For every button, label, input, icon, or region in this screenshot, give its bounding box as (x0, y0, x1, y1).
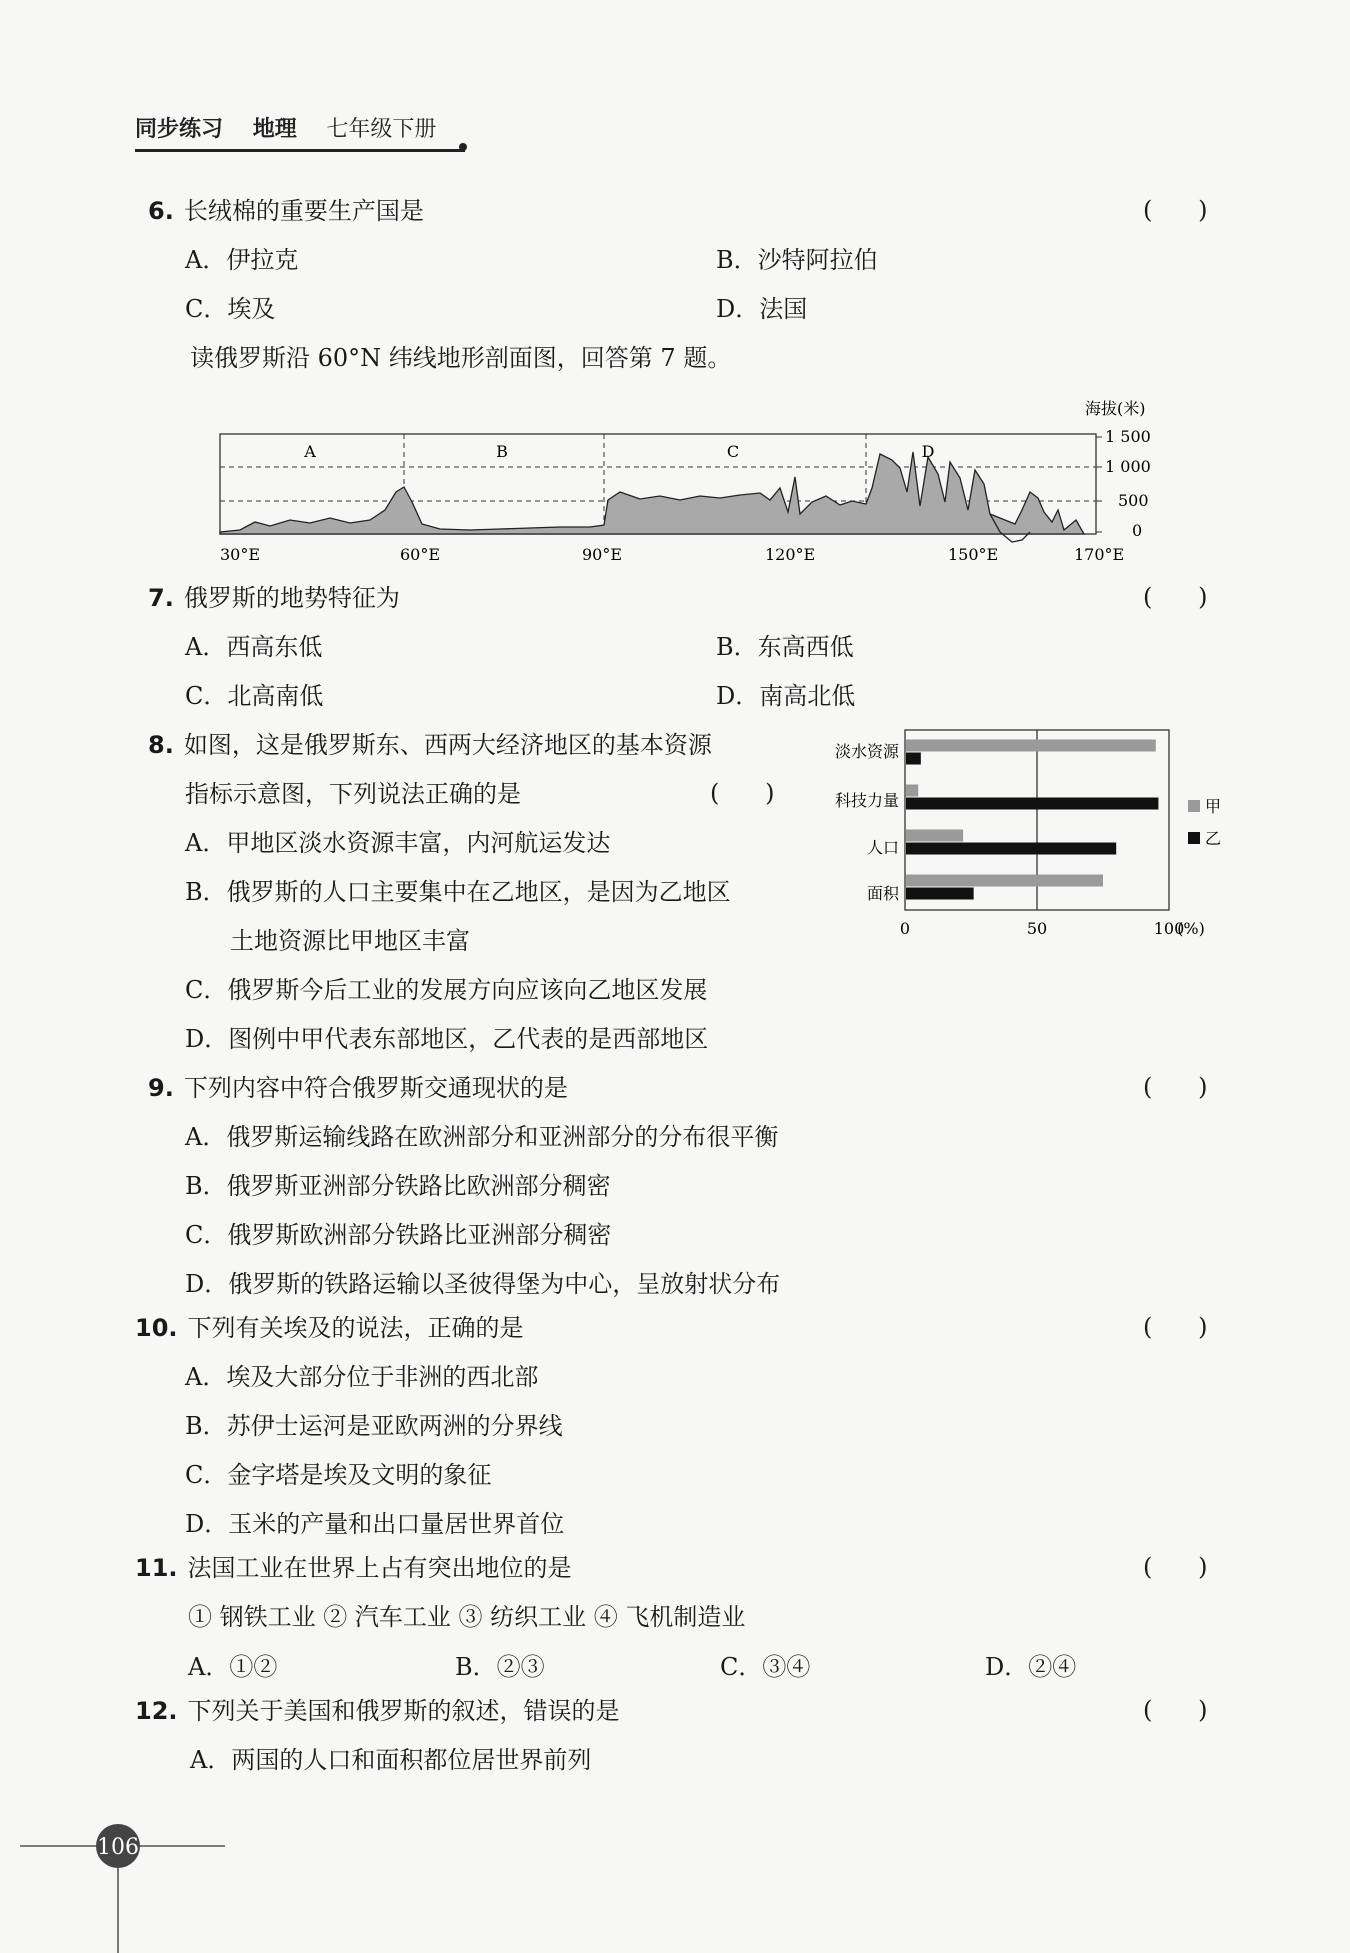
question-11-stem (135, 1553, 572, 1583)
question-10-stem (135, 1313, 524, 1343)
question-10-option-a[interactable]: A．埃及大部分位于非洲的西北部 (185, 1363, 539, 1391)
profile-region-d: D (921, 442, 935, 461)
question-9-number: 9. (148, 1074, 174, 1102)
question-8-option-b-cont: 土地资源比甲地区丰富 (230, 927, 470, 955)
profile-xtick-150e: 150°E (948, 545, 999, 564)
profile-ytick-label-0: 0 (1132, 521, 1143, 540)
profile-ytick-label-1000: 1 000 (1105, 457, 1151, 476)
question-8-number: 8. (148, 731, 174, 759)
page-header (135, 112, 465, 152)
question-10-number: 10. (135, 1314, 178, 1342)
question-12-text: 下列关于美国和俄罗斯的叙述，错误的是 (187, 1697, 620, 1725)
bar-jia-0 (906, 740, 1156, 752)
question-10-option-b[interactable]: B．苏伊士运河是亚欧两洲的分界线 (185, 1412, 563, 1440)
question-6-option-d[interactable]: D．法国 (716, 295, 808, 323)
profile-xtick-30e: 30°E (220, 545, 261, 564)
profile-xtick-60e: 60°E (400, 545, 441, 564)
profile-ytick-label-1500: 1 500 (1105, 427, 1151, 446)
question-10-option-d[interactable]: D．玉米的产量和出口量居世界首位 (185, 1510, 565, 1538)
question-6-number: 6. (148, 197, 174, 225)
question-8-option-c[interactable]: C．俄罗斯今后工业的发展方向应该向乙地区发展 (185, 976, 708, 1004)
question-7-option-c[interactable]: C．北高南低 (185, 682, 324, 710)
page-number-badge (0, 1820, 240, 1953)
question-12-number: 12. (135, 1697, 178, 1725)
bar-jia-1 (906, 785, 918, 797)
bar-jia-3 (906, 875, 1103, 887)
bar-category-label-freshwater: 淡水资源 (834, 742, 899, 761)
header-rule-dot (459, 143, 467, 151)
question-6-option-b[interactable]: B．沙特阿拉伯 (716, 246, 878, 274)
question-9-option-c[interactable]: C．俄罗斯欧洲部分铁路比亚洲部分稠密 (185, 1221, 612, 1249)
question-8-option-a[interactable]: A．甲地区淡水资源丰富，内河航运发达 (185, 829, 611, 857)
question-8-option-b[interactable]: B．俄罗斯的人口主要集中在乙地区，是因为乙地区 (185, 878, 731, 906)
question-11-number: 11. (135, 1554, 178, 1582)
question-6-option-c[interactable]: C．埃及 (185, 295, 276, 323)
profile-xtick-170e: 170°E (1074, 545, 1125, 564)
header-series: 同步练习 (135, 117, 224, 142)
question-6-text: 长绒棉的重要生产国是 (183, 197, 424, 225)
question-6-answer-blank[interactable]: ( ) (1143, 196, 1208, 224)
question-11-option-a[interactable]: A．①② (188, 1653, 278, 1681)
question-7-stem (148, 583, 400, 613)
question-7-option-b[interactable]: B．东高西低 (716, 633, 854, 661)
profile-xtick-120e: 120°E (765, 545, 816, 564)
bar-yi-0 (906, 753, 921, 765)
question-8-stem-line-1 (148, 730, 712, 760)
question-6-option-a[interactable]: A．伊拉克 (185, 246, 299, 274)
question-7-number: 7. (148, 584, 174, 612)
profile-region-c: C (726, 442, 740, 461)
bar-yi-2 (906, 843, 1116, 855)
question-11-items: ① 钢铁工业 ② 汽车工业 ③ 纺织工业 ④ 飞机制造业 (188, 1603, 746, 1631)
profile-region-b: B (496, 442, 508, 461)
question-11-text: 法国工业在世界上占有突出地位的是 (187, 1554, 572, 1582)
question-9-option-a[interactable]: A．俄罗斯运输线路在欧洲部分和亚洲部分的分布很平衡 (185, 1123, 779, 1151)
question-7-answer-blank[interactable]: ( ) (1143, 583, 1208, 611)
bar-xtick-100: 100 (1153, 919, 1185, 938)
profile-xtick-90e: 90°E (582, 545, 623, 564)
question-7-option-a[interactable]: A．西高东低 (185, 633, 323, 661)
question-8-stem-line-2: 指标示意图，下列说法正确的是 (185, 780, 521, 808)
question-10-text: 下列有关埃及的说法，正确的是 (187, 1314, 524, 1342)
question-11-option-c[interactable]: C．③④ (720, 1653, 811, 1681)
header-grade: 七年级下册 (326, 117, 437, 142)
legend-label-jia: 甲 (1205, 797, 1222, 816)
question-10-option-c[interactable]: C．金字塔是埃及文明的象征 (185, 1461, 492, 1489)
legend-label-yi: 乙 (1205, 829, 1222, 848)
bar-category-label-population: 人口 (866, 838, 899, 857)
legend-swatch-jia (1188, 800, 1200, 812)
question-11-answer-blank[interactable]: ( ) (1143, 1553, 1208, 1581)
legend-swatch-yi (1188, 832, 1200, 844)
question-12-stem (135, 1696, 620, 1726)
question-6-stem (148, 196, 424, 226)
page-number: 106 (97, 1835, 139, 1860)
header-subject: 地理 (252, 117, 297, 142)
question-9-option-d[interactable]: D．俄罗斯的铁路运输以圣彼得堡为中心，呈放射状分布 (185, 1270, 781, 1298)
bar-category-label-tech: 科技力量 (834, 791, 899, 810)
question-10-answer-blank[interactable]: ( ) (1143, 1313, 1208, 1341)
profile-ylabel: 海拔(米) (1085, 399, 1146, 418)
bar-xtick-50: 50 (1026, 919, 1048, 938)
bar-category-label-area: 面积 (866, 884, 899, 903)
profile-region-a: A (304, 442, 316, 461)
question-8-option-d[interactable]: D．图例中甲代表东部地区，乙代表的是西部地区 (185, 1025, 709, 1053)
resource-bar-chart (815, 725, 1235, 945)
profile-terrain (220, 452, 1084, 534)
question-11-option-b[interactable]: B．②③ (455, 1653, 545, 1681)
bar-jia-2 (906, 830, 963, 842)
question-12-answer-blank[interactable]: ( ) (1143, 1696, 1208, 1724)
question-8-text-1: 如图，这是俄罗斯东、西两大经济地区的基本资源 (183, 731, 712, 759)
question-11-option-d[interactable]: D．②④ (985, 1653, 1077, 1681)
question-7-text: 俄罗斯的地势特征为 (183, 584, 400, 612)
bar-yi-3 (906, 888, 974, 900)
profile-ytick-label-500: 500 (1118, 491, 1149, 510)
question-9-answer-blank[interactable]: ( ) (1143, 1073, 1208, 1101)
question-7-option-d[interactable]: D．南高北低 (716, 682, 856, 710)
question-9-option-b[interactable]: B．俄罗斯亚洲部分铁路比欧洲部分稠密 (185, 1172, 611, 1200)
question-8-answer-blank[interactable]: ( ) (710, 779, 775, 807)
terrain-profile-chart (200, 392, 1160, 572)
question-9-text: 下列内容中符合俄罗斯交通现状的是 (183, 1074, 568, 1102)
bar-yi-1 (906, 798, 1158, 810)
question-7-intro: 读俄罗斯沿 60°N 纬线地形剖面图，回答第 7 题。 (190, 344, 732, 372)
question-9-stem (148, 1073, 568, 1103)
question-12-option-a[interactable]: A．两国的人口和面积都位居世界前列 (190, 1746, 592, 1774)
bar-xunit: (%) (1177, 919, 1205, 938)
bar-xtick-0: 0 (899, 919, 911, 938)
